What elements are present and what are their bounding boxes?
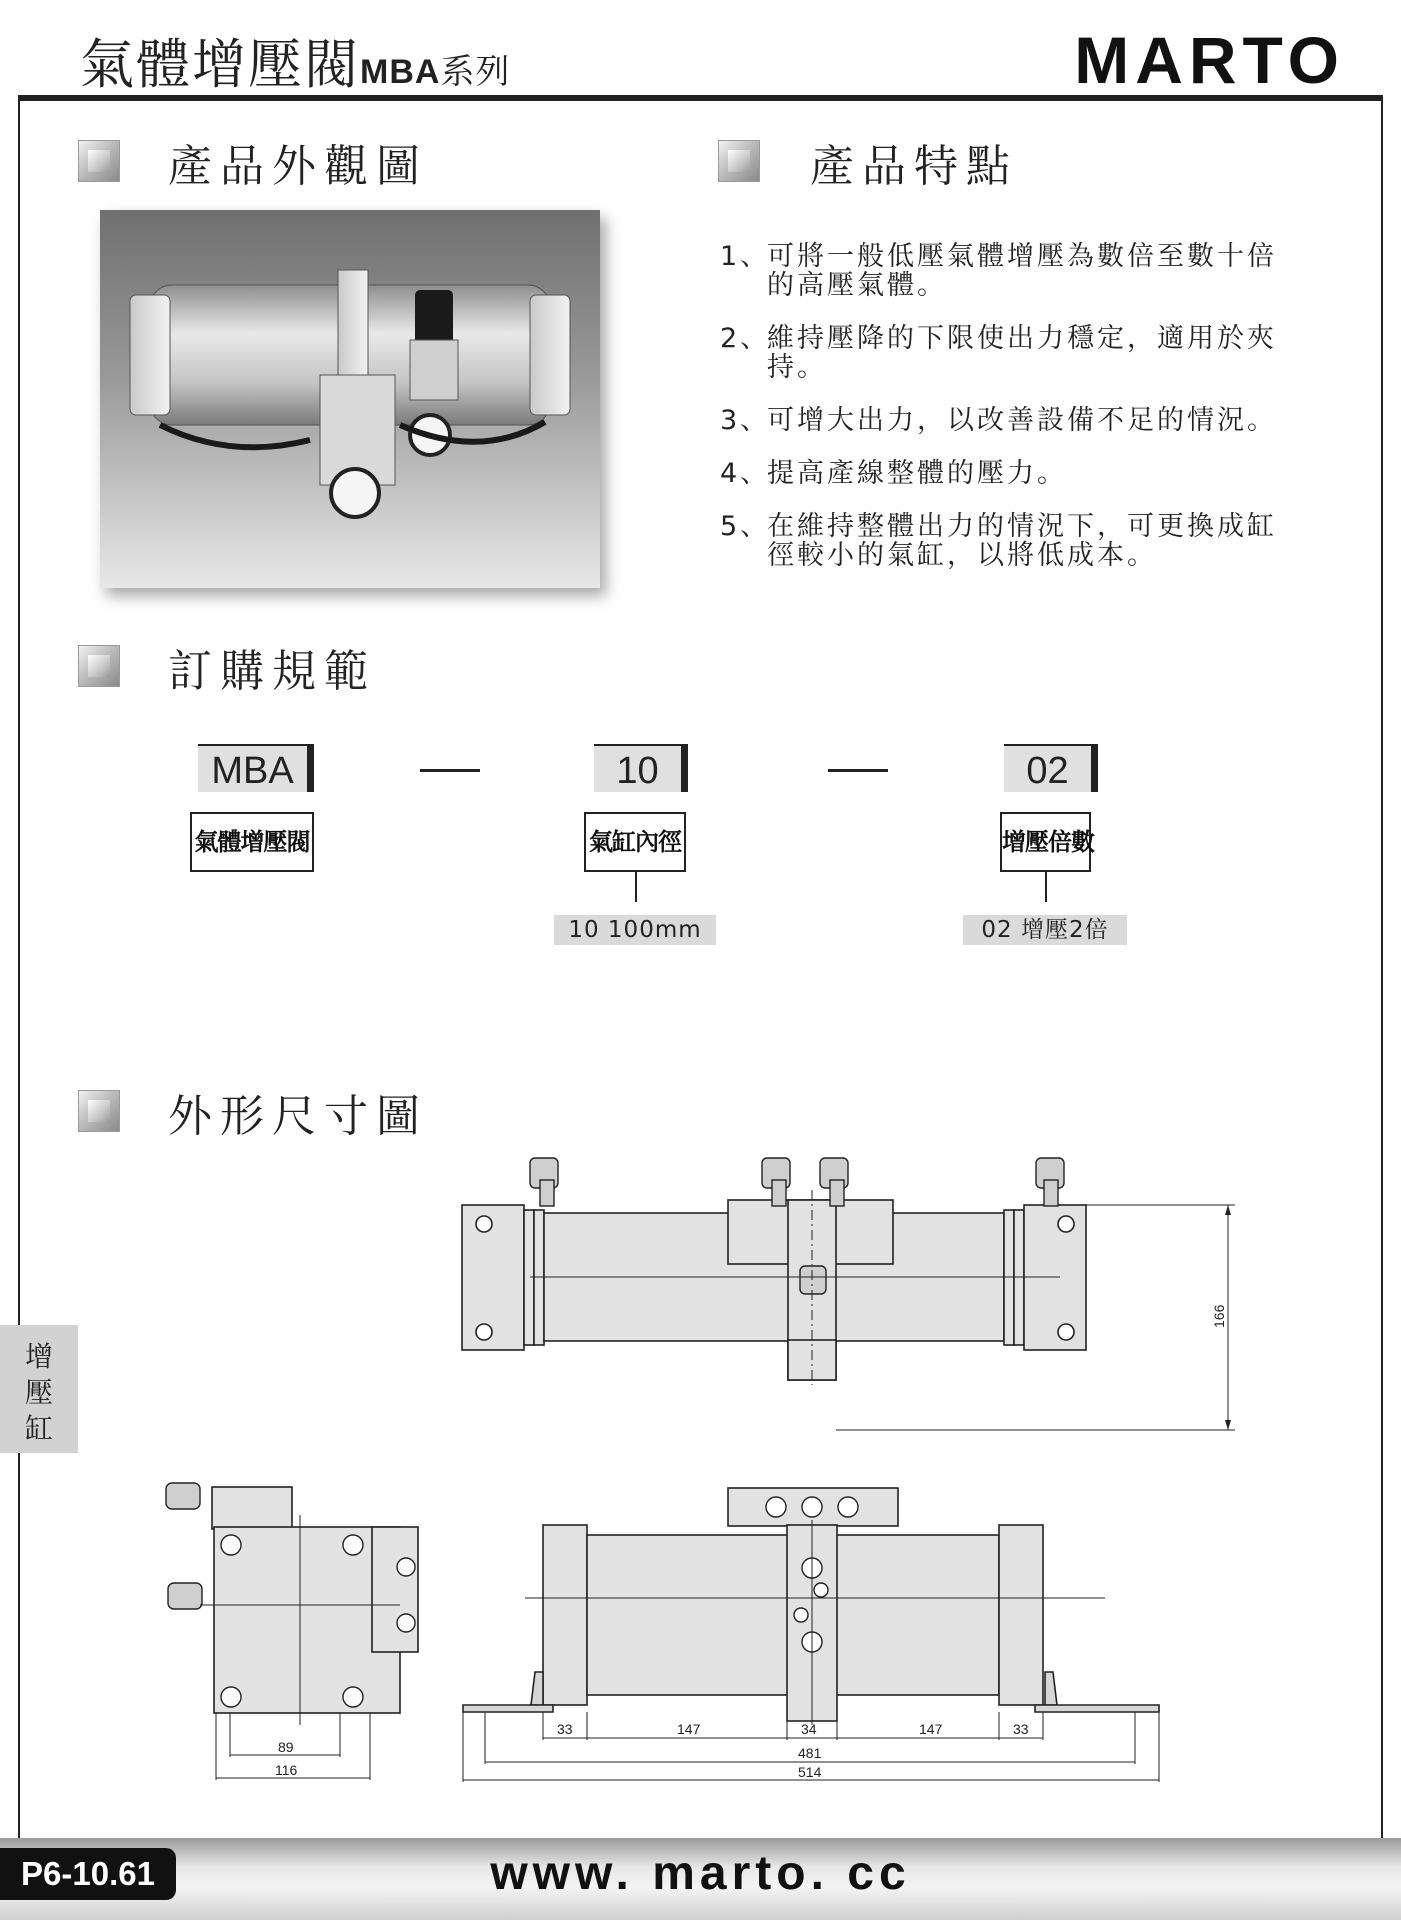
feature-item: 4、 提高產線整體的壓力。 [720, 458, 1067, 489]
order-code-series: MBA [198, 744, 314, 792]
dim-overall: 514 [798, 1764, 822, 1780]
series-code: MBA [360, 53, 441, 91]
order-separator [828, 769, 888, 772]
feature-item: 5、 在維持整體出力的情況下，可更換成缸徑較小的氣缸，以將低成本。 [720, 511, 1277, 571]
dim-segment: 34 [801, 1721, 817, 1737]
series-label [360, 53, 510, 91]
order-label-bore: 氣缸內徑 [584, 812, 686, 872]
product-name: 氣體增壓閥 [80, 33, 360, 96]
top-view-drawing [440, 1150, 1260, 1440]
dim-segment: 147 [677, 1721, 701, 1737]
dim-height-label: 166 [1211, 1304, 1227, 1328]
order-connector [1045, 872, 1047, 902]
section-title-dimensions: 外形尺寸圖 [168, 1091, 428, 1142]
order-label-series: 氣體增壓閥 [190, 812, 314, 872]
side-view-drawing [160, 1475, 450, 1785]
section-title-appearance: 產品外觀圖 [168, 141, 428, 192]
feature-item: 3、 可增大出力，以改善設備不足的情況。 [720, 405, 1277, 436]
section-bullet-icon [718, 140, 760, 182]
order-separator [420, 769, 480, 772]
dim-segment: 147 [919, 1721, 943, 1737]
feature-list [720, 242, 1280, 594]
page-title [80, 22, 510, 99]
section-title-ordering: 訂購規範 [168, 646, 376, 697]
dim-side-inner: 89 [278, 1739, 294, 1755]
order-option-ratio: 02 增壓2倍 [963, 915, 1127, 945]
left-border [18, 100, 20, 1840]
feature-item: 2、 維持壓降的下限使出力穩定，適用於夾持。 [720, 323, 1277, 383]
section-title-features: 產品特點 [810, 141, 1018, 192]
right-border [1381, 100, 1383, 1840]
order-label-ratio: 增壓倍數 [1000, 812, 1091, 872]
brand-logo: MARTO [1074, 23, 1345, 97]
dim-segment: 33 [1013, 1721, 1029, 1737]
category-side-tab: 增 壓 缸 [0, 1325, 78, 1453]
section-bullet-icon [78, 140, 120, 182]
order-option-bore: 10 100mm [554, 915, 716, 945]
order-code-bore: 10 [594, 744, 688, 792]
feature-item: 1、 可將一般低壓氣體增壓為數倍至數十倍的高壓氣體。 [720, 241, 1277, 301]
front-view-drawing [455, 1480, 1175, 1785]
product-illustration [100, 210, 600, 588]
section-bullet-icon [78, 645, 120, 687]
order-connector [635, 872, 637, 902]
dim-side-outer: 116 [275, 1762, 298, 1778]
series-suffix: 系列 [440, 52, 511, 92]
page-number-badge: P6-10.61 [0, 1848, 176, 1900]
website-url: www. marto. cc [490, 1847, 911, 1900]
dim-overall-inner: 481 [798, 1745, 822, 1761]
dim-segment: 33 [557, 1721, 573, 1737]
section-bullet-icon [78, 1090, 120, 1132]
order-code-ratio: 02 [1004, 744, 1098, 792]
product-photo [100, 210, 600, 588]
